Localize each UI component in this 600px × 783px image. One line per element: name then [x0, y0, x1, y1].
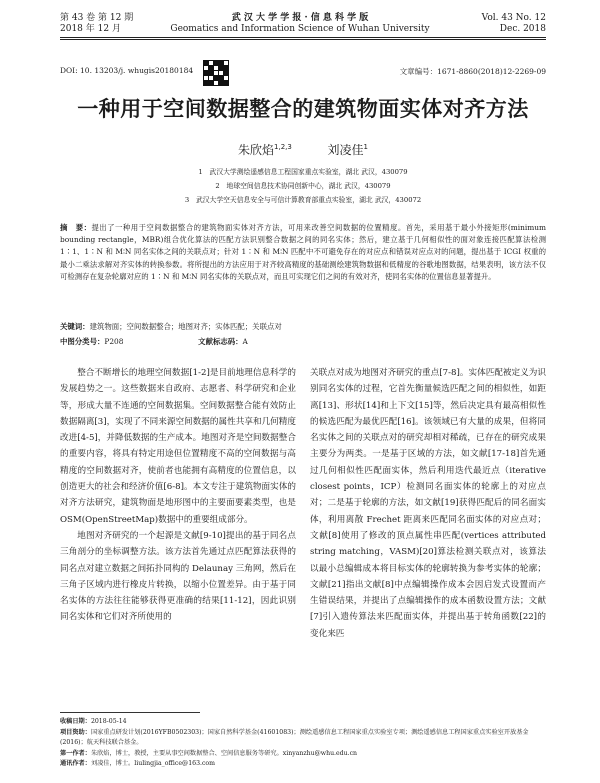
body-paragraph: 地图对齐研究的一个起源是文献[9-10]提出的基于同名点三角剖分的坐标调整方法。该方法首先通过点匹配算法获得的同名点对建立数据之间拓扑同构的 Delaunay 三角网，然后在三角子区域内进行橡皮片转换，以缩小位置差异。由于基于同名实体的方法往往能够获得更准确的结果[11-12]，因此识别同名实体和它们对齐所使用的 [60, 530, 296, 623]
author-affil-mark: 1,2,3 [274, 143, 292, 151]
paper-title: 一种用于空间数据整合的建筑物面实体对齐方法 [77, 97, 529, 121]
body-column-left [60, 365, 296, 626]
body-column-right [310, 365, 546, 642]
journal-name-cn: 武 汉 大 学 学 报 · 信 息 科 学 版 [231, 13, 369, 23]
footnote-first-author: 第一作者：朱欣焰，博士，教授，主要从事空间数据整合、空间信息服务等研究。xinyanzhu@whu.edu.cn [60, 749, 358, 757]
doi-line: DOI: 10. 13203/j. whugis20180184 [60, 66, 194, 75]
keywords [60, 321, 282, 332]
affiliation: 1 武汉大学测绘遥感信息工程国家重点实验室，湖北 武汉，430079 [198, 168, 408, 176]
keywords-text: 建筑物面；空间数据整合；地图对齐；实体匹配；关联点对 [89, 322, 282, 331]
clc-label: 中图分类号： [60, 337, 105, 346]
header-rule-2 [60, 39, 546, 40]
journal-date: 2018 年 12 月 [60, 24, 121, 34]
body-paragraph: 整合不断增长的地理空间数据[1-2]是目前地理信息科学的发展趋势之一。这些数据来自政府、志愿者、科学研究和企业等，形成大量不连通的空间数据集。空间数据整合能有效防止数据隔离[3]，实现了不同来源空间数据的属性共享和几何精度改进[4-5]，并降低数据的生产成本。地图对齐是空间数据整合的重要内容，将具有特定用途但位置精度不高的空间数据与高精度的空间数据对齐，使前者也能拥有高精度的位置信息，以创造更大的社会和经济价值[6-8]。本文专注于建筑物面实体的对齐方法研究，建筑物面是地形图中的主要面要素类型，也是 OSM(OpenStreetMap)数据中的重要组成部分。 [60, 368, 296, 525]
abstract-label: 摘 要： [60, 223, 92, 232]
author-list [60, 141, 546, 158]
journal-date-en: Dec. 2018 [499, 24, 546, 34]
footnotes [60, 717, 546, 770]
journal-issue: 第 43 卷 第 12 期 [60, 13, 134, 23]
footnote-funding: 项目资助：国家重点研发计划(2016YFB0502303)；国家自然科学基金(41601083)；测绘遥感信息工程国家重点实验室专项；测绘遥感信息工程国家重点实验室开放基金(2016)；航天科技联合基金。 [60, 728, 529, 747]
author-name: 刘凌佳 [327, 143, 364, 157]
footnote-corresponding: 通讯作者：刘凌佳，博士。liulingjia_office@163.com [60, 760, 216, 768]
author-name: 朱欣焰 [238, 143, 275, 157]
author-affil-mark: 1 [363, 143, 368, 151]
affiliation: 2 地球空间信息技术协同创新中心，湖北 武汉，430079 [215, 182, 391, 190]
article-number: 文章编号：1671-8860(2018)12-2269-09 [399, 67, 546, 76]
abstract [60, 222, 546, 283]
doc-code-label: 文献标志码： [198, 337, 243, 346]
classification-line [60, 336, 248, 347]
body-paragraph: 关联点对成为地图对齐研究的重点[7-8]。实体匹配被定义为识别同名实体的过程，它首先衡量候选匹配之间的相似性，如距离[13]、形状[14]和上下文[15]等，然后决定具有最高相似性的候选匹配为最优匹配[16]。该领域已有大量的成果，但将同名实体之间的关联点对的研究却相对稀疏，已存在的研究成果主要分为两类。一是基于区域的方法，如文献[17-18]首先通过几何相似性匹配面实体，然后利用迭代最近点（iterative closest points，ICP）检测同名面实体的轮廓上的对应点对；二是基于轮廓的方法，如文献[19]获得匹配后的同名面实体，利用离散 Frechet 距离来匹配同名面实体的对应点对；文献[8]使用了修改的顶点属性串匹配(vertices attributed string matching，VASM)[20]算法检测关联点对，该算法以最小总编辑成本将目标实体的轮廓转换为参考实体的轮廓；文献[21]指出文献[8]中点编辑操作成本会因启发式设置而产生错误结果，并提出了点编辑操作的成本函数设置方法；文献[7]引入遗传算法来匹配面实体，并提出基于转角函数[22]的变化来匹 [310, 368, 546, 639]
clc-value: P208 [104, 337, 124, 346]
doc-code-value: A [242, 337, 248, 346]
journal-volume: Vol. 43 No. 12 [481, 13, 546, 23]
abstract-text: 提出了一种用于空间数据整合的建筑物面实体对齐方法，可用来改善空间数据的位置精度。首先，采用基于最小外接矩形(minimum bounding rectangle，MBR)组合优化算法的匹配方法识别整合数据之间的同名实体；然后，建立基于几何相似性的面对象连接匹配算法检测 1∶1、1∶N 和 M∶N 同名实体之间的关联点对；针对 1∶N 和 M∶N 匹配中不可避免存在的对应点和错误对应点对的问题，提出基于 ICGI 权重的最小二乘法求解对齐实体的转换参数。将所提出的方法应用于对齐较高精度的基础测绘建筑物数据和低精度的谷歌地图数据，结果表明，该方法不仅可检测存在复杂轮廓对应的 1∶N 和 M∶N 同名实体的关联点对，而且可实现它们之间的有效对齐，使同名实体的位置信息显著提升。 [60, 223, 546, 281]
footnote-rule [60, 712, 200, 713]
header-rule [60, 37, 546, 38]
journal-name-en: Geomatics and Information Science of Wuhan University [170, 24, 430, 34]
keywords-label: 关键词： [60, 322, 90, 331]
footnote-received: 收稿日期：2018-05-14 [60, 718, 127, 725]
qr-code-icon [203, 60, 229, 86]
affiliation: 3 武汉大学空天信息安全与可信计算教育部重点实验室，湖北 武汉，430072 [184, 196, 422, 204]
